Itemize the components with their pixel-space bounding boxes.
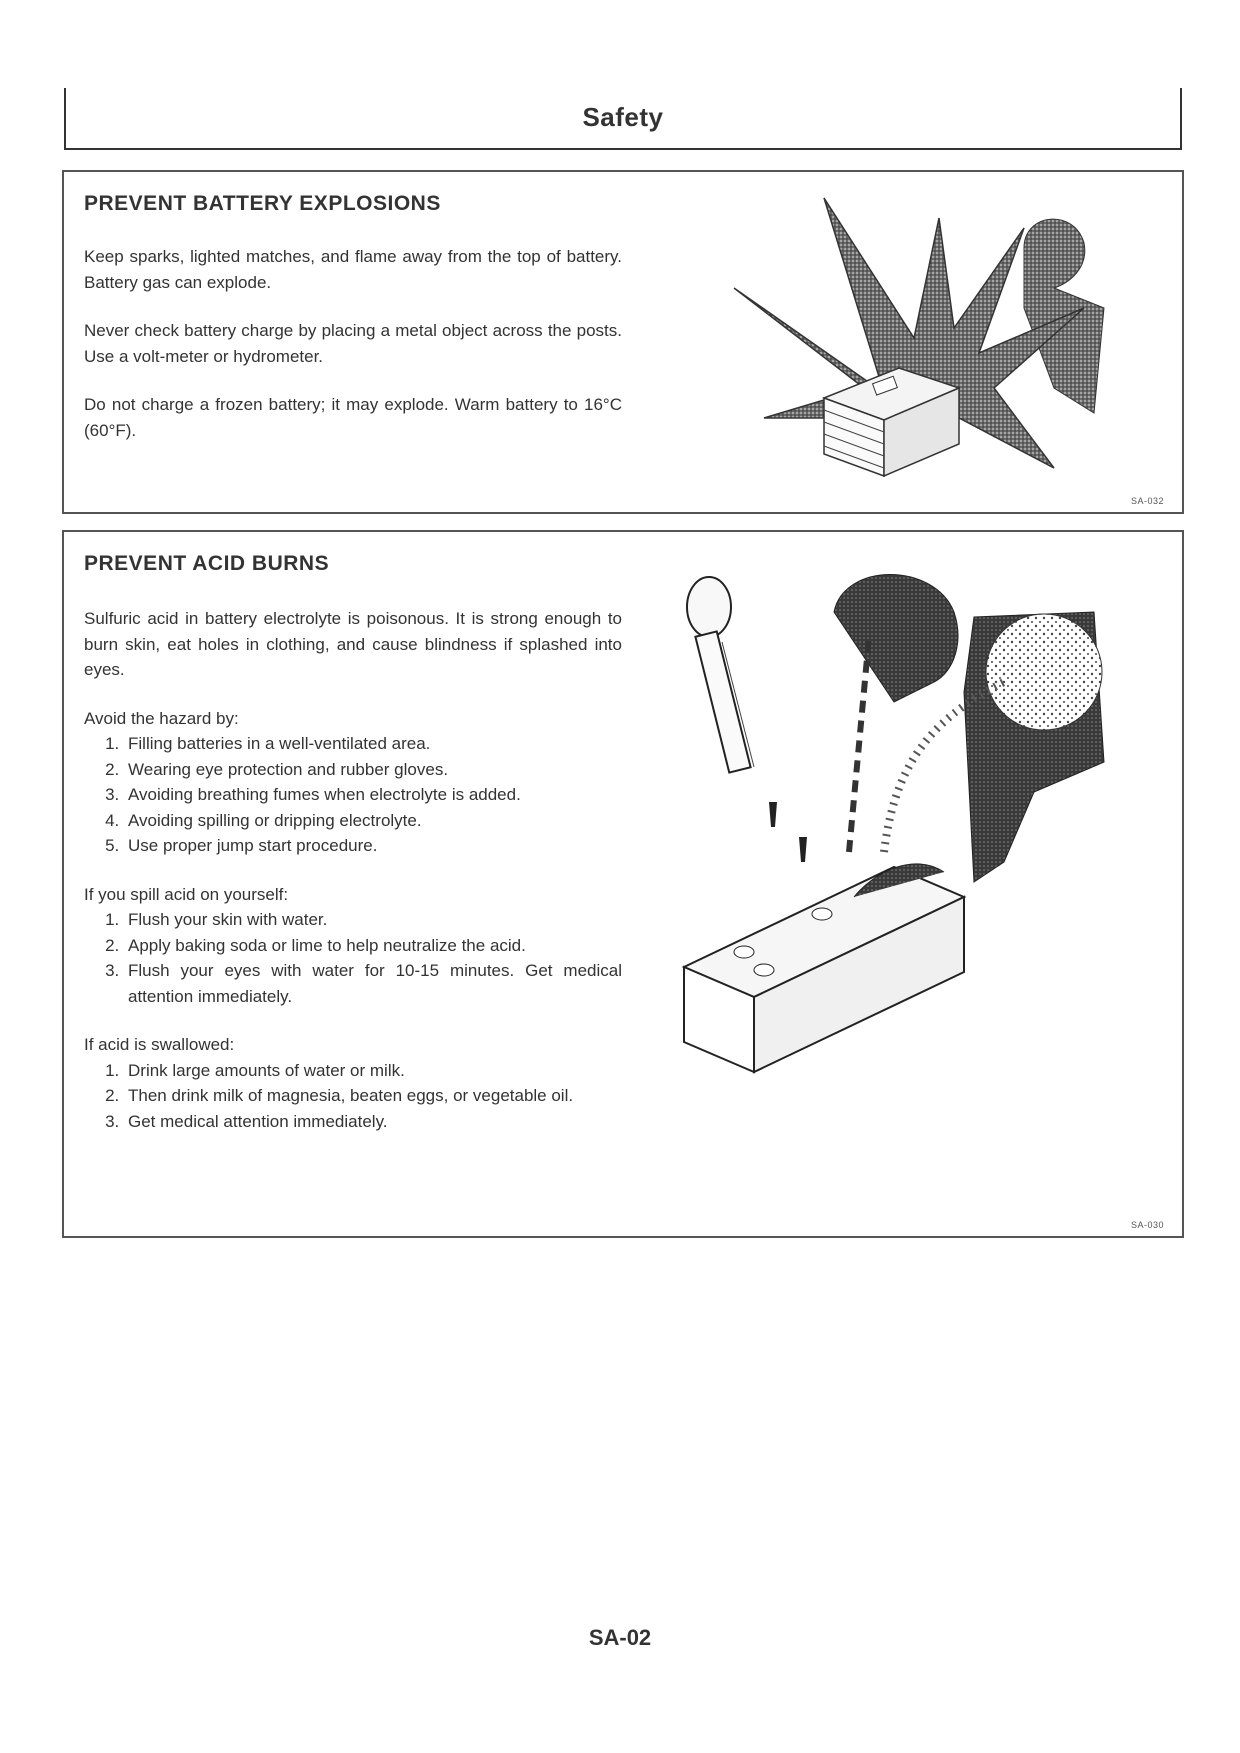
hydrometer <box>687 577 807 862</box>
section-title: PREVENT BATTERY EXPLOSIONS <box>84 192 441 215</box>
list-item: 4. Avoiding spilling or dripping electrolyte. <box>124 808 622 834</box>
page-header <box>64 88 1182 150</box>
list-item: 1. Drink large amounts of water or milk. <box>124 1058 622 1084</box>
list-heading: If you spill acid on yourself: <box>84 884 289 904</box>
paragraph: Keep sparks, lighted matches, and flame away from the top of battery. Battery gas can explode. <box>84 247 622 292</box>
battery-block <box>684 864 964 1072</box>
list-item: 3. Avoiding breathing fumes when electrolyte is added. <box>124 782 622 808</box>
list-item: 2. Then drink milk of magnesia, beaten eggs, or vegetable oil. <box>124 1083 622 1109</box>
hazard-list <box>84 731 622 859</box>
figure-code: SA-030 <box>1130 1220 1164 1230</box>
spill-list <box>84 907 622 1009</box>
battery-explosions-section <box>62 170 1184 514</box>
page-title: Safety <box>582 102 664 132</box>
section-title: PREVENT ACID BURNS <box>84 552 330 575</box>
list-item: 1. Filling batteries in a well-ventilated area. <box>124 731 622 757</box>
page-number: SA-02 <box>588 1625 652 1650</box>
list-item: 3. Get medical attention immediately. <box>124 1109 622 1135</box>
paragraph: Sulfuric acid in battery electrolyte is poisonous. It is strong enough to burn skin, eat holes in clothing, and cause blindness if splashed into eyes. <box>84 609 622 679</box>
paragraph: Never check battery charge by placing a metal object across the posts. Use a volt-meter or hydrometer. <box>84 321 622 366</box>
list-item: 5. Use proper jump start procedure. <box>124 833 622 859</box>
section-text <box>84 244 622 466</box>
figure-code: SA-032 <box>1130 496 1164 506</box>
list-heading: Avoid the hazard by: <box>84 708 239 728</box>
list-item: 3. Flush your eyes with water for 10-15 minutes. Get medical attention immediately. <box>124 958 622 1009</box>
list-item: 2. Apply baking soda or lime to help neutralize the acid. <box>124 933 622 959</box>
battery-explosion-icon <box>724 188 1164 488</box>
paragraph: Do not charge a frozen battery; it may explode. Warm battery to 16°C (60°F). <box>84 395 622 440</box>
battery-block <box>824 368 959 476</box>
section-text <box>84 606 622 1157</box>
list-item: 1. Flush your skin with water. <box>124 907 622 933</box>
list-heading: If acid is swallowed: <box>84 1035 235 1054</box>
acid-burns-section <box>62 530 1184 1238</box>
list-item: 2. Wearing eye protection and rubber gloves. <box>124 757 622 783</box>
acid-battery-hydrometer-icon <box>674 552 1174 1172</box>
swallow-list <box>84 1058 622 1135</box>
